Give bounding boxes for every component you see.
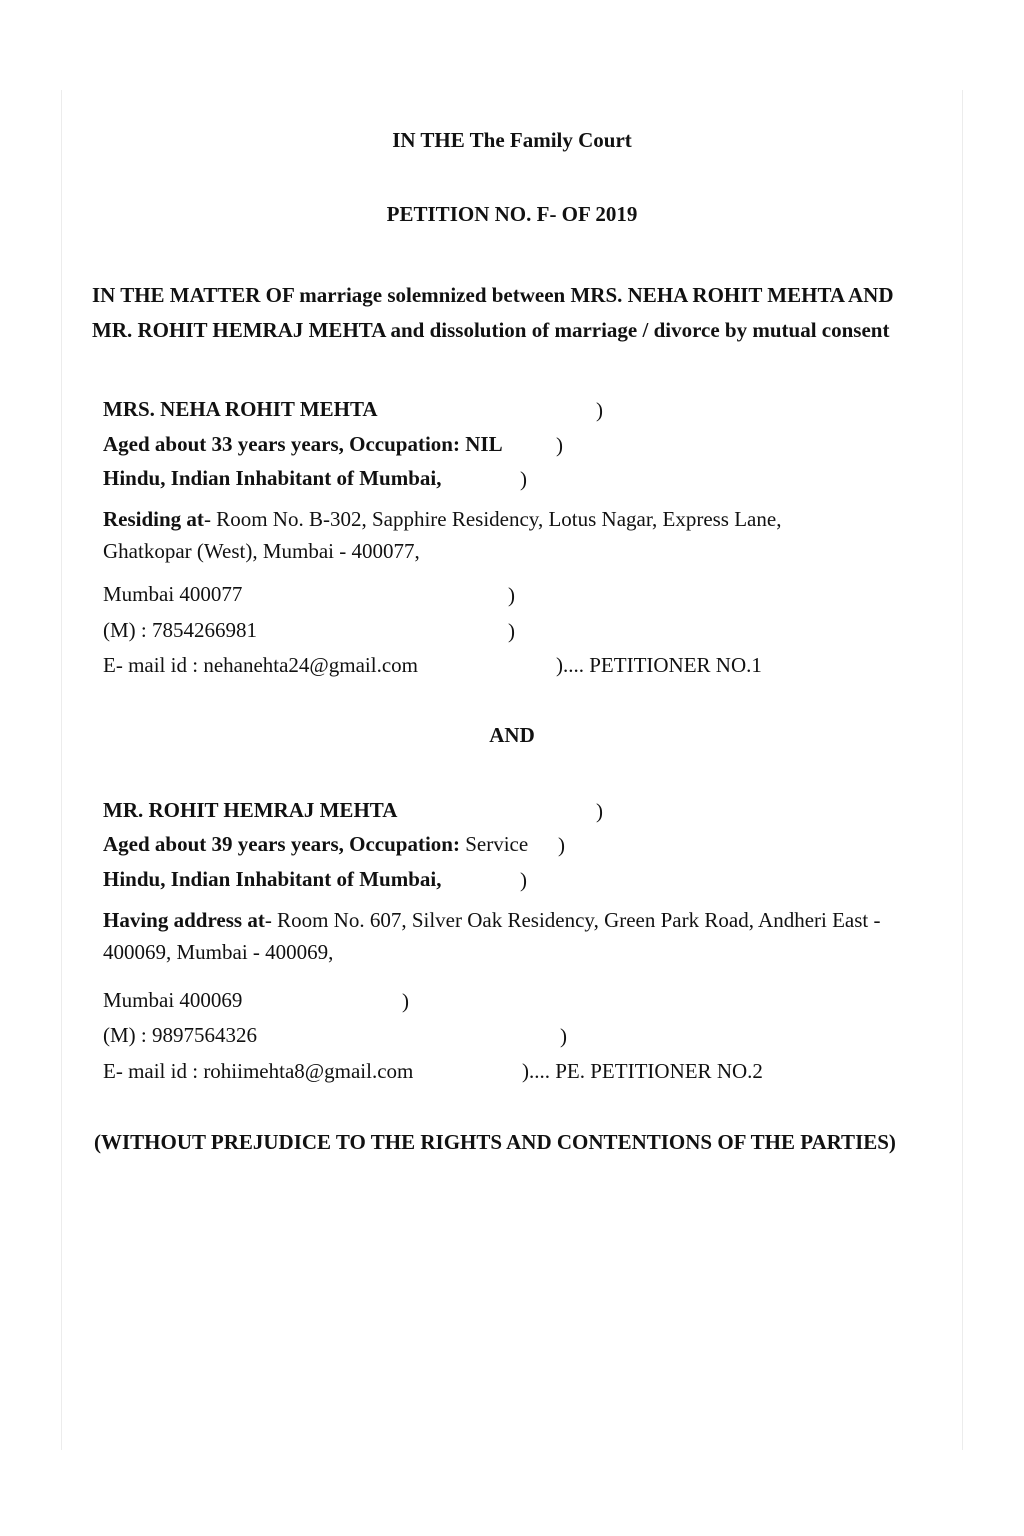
address-text: - Room No. B-302, Sapphire Residency, Lotus Nagar, Express Lane, (203, 507, 782, 531)
paren: ) (520, 868, 527, 892)
petitioner1-address-line-2: Ghatkopar (West), Mumbai - 400077, (103, 539, 420, 563)
paren: ) (560, 1024, 567, 1048)
paren: ) (556, 433, 563, 457)
petitioner2-city: Mumbai 400069 (103, 988, 243, 1012)
petitioner1-designation: ).... PETITIONER NO.1 (556, 653, 762, 677)
page-border-left (61, 90, 62, 1450)
petitioner2-address-line-1 (103, 908, 881, 932)
petitioner2-age (103, 832, 528, 856)
petitioner1-name: MRS. NEHA ROHIT MEHTA (103, 397, 378, 421)
page-border-right (962, 90, 963, 1450)
petitioner1-mobile: (M) : 7854266981 (103, 618, 257, 642)
petitioner1-email: E- mail id : nehanehta24@gmail.com (103, 653, 418, 677)
paren: ) (596, 398, 603, 422)
address-text: - Room No. 607, Silver Oak Residency, Green Park Road, Andheri East - (264, 908, 881, 932)
petitioner2-email: E- mail id : rohiimehta8@gmail.com (103, 1059, 414, 1083)
petitioner2-designation: ).... PE. PETITIONER NO.2 (522, 1059, 763, 1083)
paren: ) (402, 989, 409, 1013)
petitioner1-age: Aged about 33 years years, Occupation: NIL (103, 432, 503, 456)
address-label: Having address at (103, 908, 265, 932)
petitioner1-address-line-1 (103, 507, 781, 531)
paren: ) (508, 619, 515, 643)
petitioner2-mobile: (M) : 9897564326 (103, 1023, 257, 1047)
age-text: Aged about 39 years years, Occupation: (103, 832, 460, 856)
petitioner2-religion: Hindu, Indian Inhabitant of Mumbai, (103, 867, 442, 891)
paren: ) (508, 583, 515, 607)
petitioner1-religion: Hindu, Indian Inhabitant of Mumbai, (103, 466, 442, 490)
and-separator: AND (489, 723, 535, 747)
matter-line-2: MR. ROHIT HEMRAJ MEHTA and dissolution of marriage / divorce by mutual consent (92, 318, 890, 342)
occupation-text: Service (459, 832, 529, 856)
petitioner2-name: MR. ROHIT HEMRAJ MEHTA (103, 798, 398, 822)
paren: ) (520, 467, 527, 491)
petitioner2-address-line-2: 400069, Mumbai - 400069, (103, 940, 334, 964)
paren: ) (596, 799, 603, 823)
without-prejudice-note: (WITHOUT PREJUDICE TO THE RIGHTS AND CONTENTIONS OF THE PARTIES) (94, 1130, 896, 1154)
paren: ) (558, 833, 565, 857)
petition-number: PETITION NO. F- OF 2019 (386, 202, 638, 226)
address-label: Residing at (103, 507, 204, 531)
petitioner1-city: Mumbai 400077 (103, 582, 243, 606)
matter-line-1: IN THE MATTER OF marriage solemnized between MRS. NEHA ROHIT MEHTA AND (92, 283, 894, 307)
court-title: IN THE The Family Court (392, 128, 632, 152)
